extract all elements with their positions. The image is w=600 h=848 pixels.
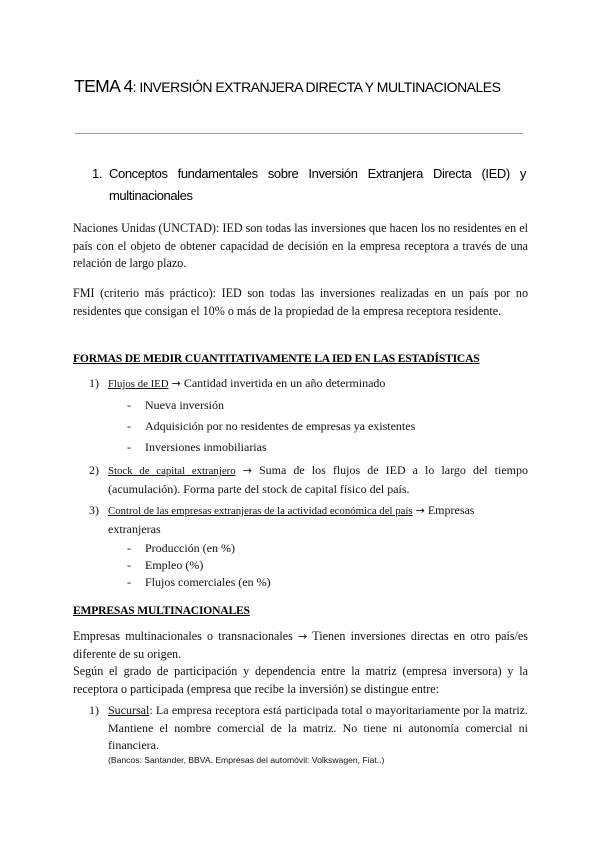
title-rest: : INVERSIÓN EXTRANJERA DIRECTA Y MULTINACIONALES bbox=[132, 79, 501, 95]
list-item-sucursal bbox=[89, 702, 528, 755]
list-number: 1) bbox=[89, 703, 99, 717]
term-stock-capital: Stock de capital extranjero bbox=[108, 465, 236, 477]
paragraph-multinacionales: Empresas multinacionales o transnacionales → Tienen inversiones directas en otro país/es diferente de su origen. bbox=[73, 629, 528, 661]
paragraph-grado-participacion: Según el grado de participación y dependencia entre la matriz (empresa inversora) y la receptora o participada (empresa que recibe la inversión) se distingue entre: bbox=[73, 664, 528, 696]
heading-formas-medir: FORMAS DE MEDIR CUANTITATIVAMENTE LA IED EN LAS ESTADÍSTICAS bbox=[73, 352, 480, 365]
bullet-item: - Adquisición por no residentes de empresas ya existentes bbox=[127, 419, 416, 433]
bullet-item: - Flujos comerciales (en %) bbox=[127, 575, 271, 589]
term-flujos-ied: Flujos de IED bbox=[108, 378, 169, 390]
horizontal-divider bbox=[75, 133, 523, 134]
note-examples: (Bancos: Santander, BBVA. Empresas del automóvil: Volkswagen, Fiat..) bbox=[108, 755, 385, 765]
list-number: 2) bbox=[89, 463, 99, 477]
list-number: 1) bbox=[89, 376, 99, 390]
arrow-icon: → bbox=[242, 464, 252, 477]
bullet-item: - Inversiones inmobiliarias bbox=[127, 440, 267, 454]
arrow-icon: → bbox=[415, 504, 425, 517]
bullet-item: - Nueva inversión bbox=[127, 398, 224, 412]
arrow-icon: → bbox=[298, 630, 308, 643]
list-item-flujos bbox=[89, 375, 529, 394]
item-description: Suma de los flujos de IED a lo largo del tiempo (acumulación). Forma parte del stock de capital físico del país. bbox=[108, 463, 529, 496]
list-number: 3) bbox=[89, 503, 99, 517]
heading-empresas-multinacionales: EMPRESAS MULTINACIONALES bbox=[73, 604, 250, 617]
item-description: Cantidad invertida en un año determinado bbox=[180, 376, 386, 390]
paragraph-fmi: FMI (criterio más práctico): IED son todas las inversiones realizadas en un país por no residentes que consigan el 10% o más de la propiedad de la empresa receptora residente. bbox=[73, 286, 528, 318]
list-item-stock bbox=[89, 462, 528, 498]
term-sucursal: Sucursal bbox=[108, 703, 150, 717]
arrow-icon: → bbox=[171, 377, 181, 390]
page-title bbox=[74, 76, 501, 97]
bullet-item: - Producción (en %) bbox=[127, 541, 235, 555]
item-description: : La empresa receptora está participada total o mayoritariamente por la matriz. Mantiene el nombre comercial de la matriz. No tiene ni autonomía comercial ni financiera. bbox=[108, 703, 528, 753]
item-description: Empresas extranjeras bbox=[108, 503, 475, 536]
heading-number: 1. bbox=[92, 166, 103, 181]
paragraph-unctad: Naciones Unidas (UNCTAD): IED son todas las inversiones que hacen los no residentes en el país con el objeto de obtener capacidad de decisión en la empresa receptora a través de una relación de largo plazo. bbox=[73, 221, 528, 271]
term-control-empresas: Control de las empresas extranjeras de la actividad económica del país bbox=[108, 505, 413, 517]
list-item-control bbox=[89, 502, 528, 538]
title-prefix: TEMA 4 bbox=[74, 76, 133, 96]
section-heading-1 bbox=[92, 163, 526, 207]
bullet-item: - Empleo (%) bbox=[127, 558, 204, 572]
heading-text: Conceptos fundamentales sobre Inversión Extranjera Directa (IED) y multinacionales bbox=[109, 166, 526, 203]
